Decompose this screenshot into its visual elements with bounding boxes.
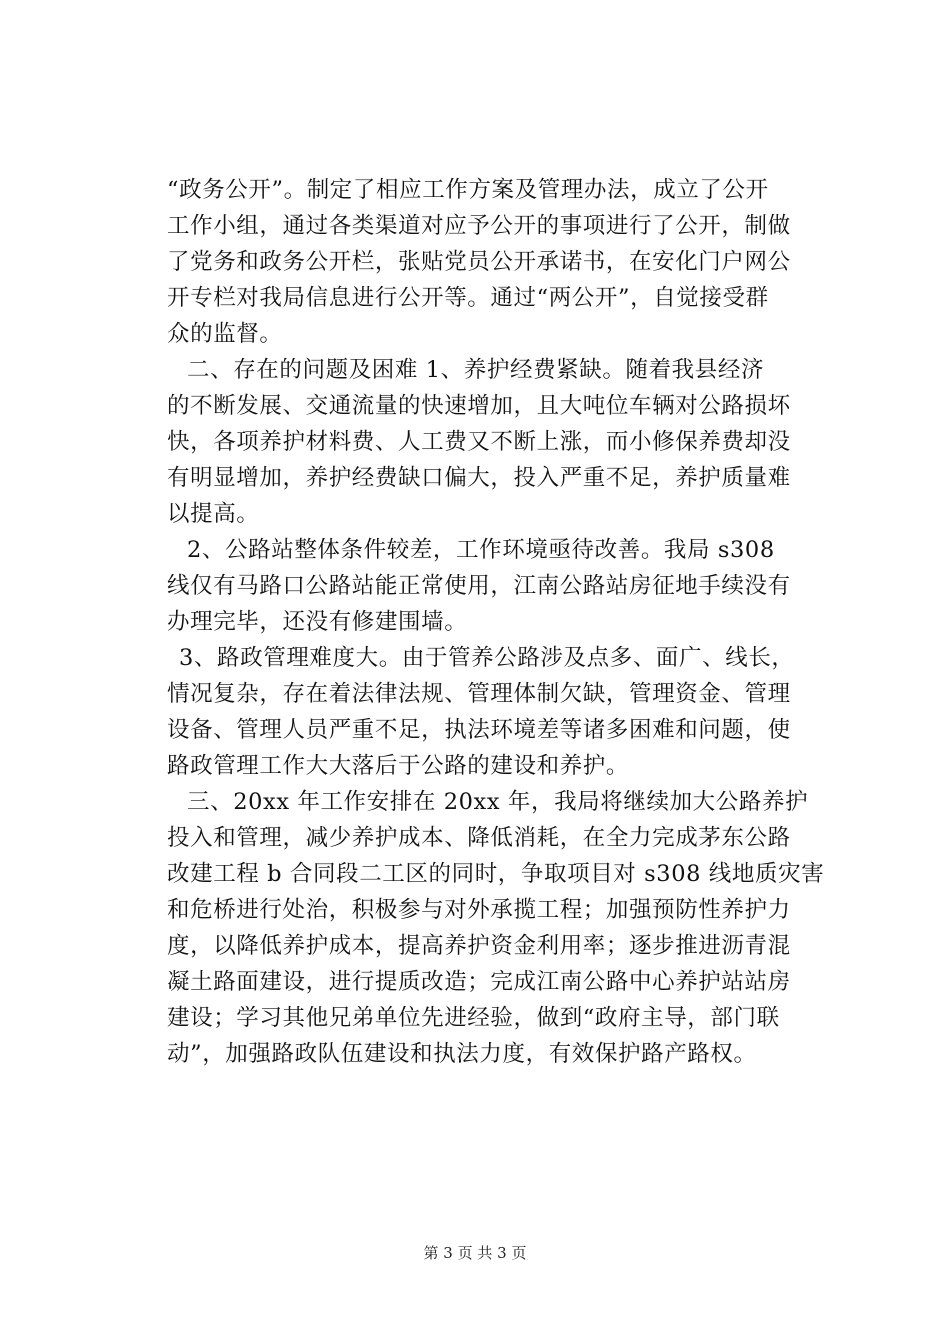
text-line: 有明显增加，养护经费缺口偏大，投入严重不足，养护质量难 [167, 465, 791, 491]
text-line: 度，以降低养护成本，提高养护资金利用率；逐步推进沥青混 [167, 933, 791, 959]
text-line: 的不断发展、交通流量的快速增加，且大吨位车辆对公路损坏 [167, 393, 791, 419]
text-line: 众的监督。 [167, 321, 283, 347]
item-three-line: 3、路政管理难度大。由于管养公路涉及点多、面广、线长， [179, 645, 795, 671]
text-line: 投入和管理，减少养护成本、降低消耗，在全力完成茅东公路 [167, 825, 791, 851]
text-line: 情况复杂，存在着法律法规、管理体制欠缺，管理资金、管理 [167, 681, 791, 707]
text-line: 设备、管理人员严重不足，执法环境差等诸多困难和问题，使 [167, 717, 791, 743]
text-line: 建设；学习其他兄弟单位先进经验，做到“政府主导，部门联 [167, 1005, 780, 1031]
text-line: 和危桥进行处治，积极参与对外承揽工程；加强预防性养护力 [167, 897, 791, 923]
text-line: 线仅有马路口公路站能正常使用，江南公路站房征地手续没有 [167, 573, 791, 599]
page-number-footer: 第 3 页 共 3 页 [423, 1244, 527, 1262]
text-line: 凝土路面建设，进行提质改造；完成江南公路中心养护站站房 [167, 969, 791, 995]
text-line: 了党务和政务公开栏，张贴党员公开承诺书，在安化门户网公 [167, 249, 791, 275]
text-line: 改建工程 b 合同段二工区的同时，争取项目对 s308 线地质灾害 [167, 861, 825, 887]
text-line: “政务公开”。制定了相应工作方案及管理办法，成立了公开 [167, 177, 769, 203]
document-body [167, 172, 839, 1072]
text-line: 开专栏对我局信息进行公开等。通过“两公开”，自觉接受群 [167, 285, 769, 311]
section-two-heading-line: 二、存在的问题及困难 1、养护经费紧缺。随着我县经济 [187, 357, 765, 383]
text-line: 动”，加强路政队伍建设和执法力度，有效保护路产路权。 [167, 1041, 757, 1067]
text-line: 路政管理工作大大落后于公路的建设和养护。 [167, 753, 630, 779]
item-two-line: 2、公路站整体条件较差，工作环境亟待改善。我局 s308 [187, 537, 775, 563]
text-line: 快，各项养护材料费、人工费又不断上涨，而小修保养费却没 [167, 429, 791, 455]
text-line: 办理完毕，还没有修建围墙。 [167, 609, 468, 635]
text-line: 以提高。 [167, 501, 260, 527]
text-line: 工作小组，通过各类渠道对应予公开的事项进行了公开，制做 [167, 213, 791, 239]
section-three-heading-line: 三、20xx 年工作安排在 20xx 年，我局将继续加大公路养护 [187, 789, 809, 815]
